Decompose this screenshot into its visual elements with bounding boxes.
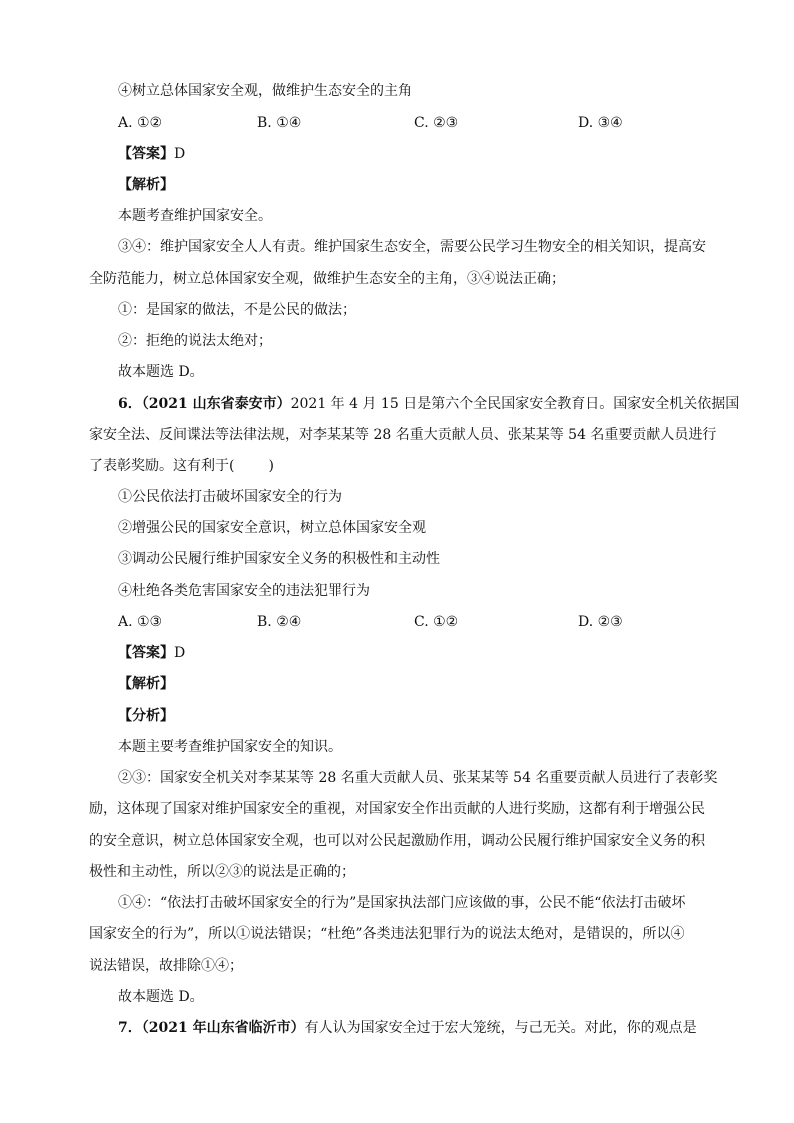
answer-label: 【答案】 xyxy=(118,645,174,661)
q6-stem-text: 2021 年 4 月 15 日是第六个全民国家安全教育日。国家安全机关依据国 xyxy=(290,396,740,412)
q6-answer xyxy=(118,644,185,662)
q6-analysis-line: 故本题选 D。 xyxy=(118,989,204,1005)
q5-item-4: ④树立总体国家安全观，做维护生态安全的主角 xyxy=(118,83,412,99)
q6-option-d: D. ②③ xyxy=(578,614,623,630)
q6-stem xyxy=(118,395,739,413)
q6-analysis-label: 【解析】 xyxy=(118,676,174,692)
q6-item-1: ①公民依法打击破坏国家安全的行为 xyxy=(118,489,342,505)
q6-item-4: ④杜绝各类危害国家安全的违法犯罪行为 xyxy=(118,583,370,599)
q5-option-a: A. ①② xyxy=(118,115,163,131)
q6-analysis-line: 说法错误，故排除①④； xyxy=(89,958,243,974)
q6-stem-line xyxy=(89,457,709,475)
q6-analysis-line: 的安全意识，树立总体国家安全观，也可以对公民起激励作用，调动公民履行维护国家安全义务的积 xyxy=(89,833,705,849)
q6-option-a: A. ①③ xyxy=(118,614,163,630)
q5-option-c: C. ②③ xyxy=(414,115,459,131)
q7-stem-text: 有人认为国家安全过于宏大笼统，与己无关。对此，你的观点是 xyxy=(304,1020,697,1036)
q6-analysis-line: 本题主要考查维护国家安全的知识。 xyxy=(118,739,342,755)
q5-analysis-label: 【解析】 xyxy=(118,177,174,193)
q6-analysis-line: ①④：“依法打击破坏国家安全的行为”是国家执法部门应该做的事，公民不能“依法打击破坏 xyxy=(118,895,686,911)
q6-analysis-line: 极性和主动性，所以②③的说法是正确的； xyxy=(89,864,355,880)
answer-value: D xyxy=(174,645,186,661)
answer-value: D xyxy=(174,146,186,162)
q5-analysis-line: ①：是国家的做法，不是公民的做法； xyxy=(118,302,356,318)
q6-stem-line: 家安全法、反间谍法等法律法规，对李某某等 28 名重大贡献人员、张某某等 54 名重要贡献人员进行 xyxy=(89,427,717,443)
q6-stem-text: 了表彰奖励。这有利于( xyxy=(89,458,235,474)
q5-answer xyxy=(118,145,185,163)
q5-analysis-line: 全防范能力，树立总体国家安全观，做维护生态安全的主角，③④说法正确； xyxy=(89,271,565,287)
q5-analysis-line: ②：拒绝的说法太绝对； xyxy=(118,333,272,349)
q7-stem xyxy=(118,1019,697,1037)
q5-analysis-line: 本题考查维护国家安全。 xyxy=(118,208,272,224)
q6-option-c: C. ①② xyxy=(414,614,459,630)
q5-analysis-line: 故本题选 D。 xyxy=(118,364,204,380)
q6-options xyxy=(118,613,678,631)
q6-analysis-line: 励，这体现了国家对维护国家安全的重视，对国家安全作出贡献的人进行奖励，这都有利于增强公民 xyxy=(89,801,705,817)
q6-analysis-line: 国家安全的行为”，所以①说法错误；“杜绝”各类违法犯罪行为的说法太绝对，是错误的，所以④ xyxy=(89,926,685,942)
q6-stem-text: ) xyxy=(268,458,274,474)
q5-analysis-line: ③④：维护国家安全人人有责。维护国家生态安全，需要公民学习生物安全的相关知识，提高安 xyxy=(118,239,706,255)
q5-options xyxy=(118,114,678,132)
q6-item-2: ②增强公民的国家安全意识，树立总体国家安全观 xyxy=(118,520,426,536)
q5-option-b: B. ①④ xyxy=(257,115,302,131)
q7-source: 7．（2021 年山东省临沂市） xyxy=(118,1020,305,1036)
q6-option-b: B. ②④ xyxy=(257,614,302,630)
q5-option-d: D. ③④ xyxy=(578,115,623,131)
q6-fenxi-label: 【分析】 xyxy=(118,708,174,724)
q6-source: 6．（2021 山东省泰安市） xyxy=(118,396,291,412)
q6-analysis-line: ②③：国家安全机关对李某某等 28 名重大贡献人员、张某某等 54 名重要贡献人员进行了表彰奖 xyxy=(118,770,718,786)
q6-item-3: ③调动公民履行维护国家安全义务的积极性和主动性 xyxy=(118,551,440,567)
answer-label: 【答案】 xyxy=(118,146,174,162)
